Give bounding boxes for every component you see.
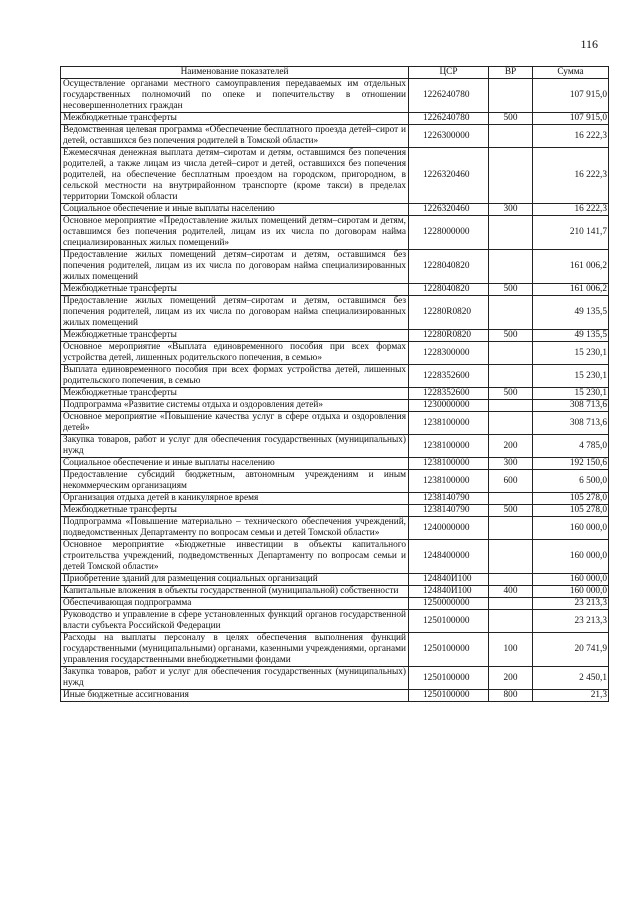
row-csr: 1226320460 bbox=[409, 204, 489, 216]
row-vr: 500 bbox=[489, 505, 533, 517]
row-vr bbox=[489, 250, 533, 284]
table-row bbox=[61, 296, 609, 330]
row-sum: 160 000,0 bbox=[533, 574, 609, 586]
row-csr: 1228040820 bbox=[409, 250, 489, 284]
row-name: Основное мероприятие «Предоставление жилых помещений детям–сиротам и детям, оставшимся без попечения родителей, лицам из их числа по договорам найма специализированных жилых помещений» bbox=[61, 216, 409, 250]
row-sum: 20 741,9 bbox=[533, 633, 609, 667]
row-vr bbox=[489, 365, 533, 388]
row-vr bbox=[489, 216, 533, 250]
table-row bbox=[61, 690, 609, 702]
row-name: Обеспечивающая подпрограмма bbox=[61, 598, 409, 610]
row-name: Руководство и управление в сфере установленных функций органов государственной власти субъекта Российской Федерации bbox=[61, 610, 409, 633]
row-csr: 12280R0820 bbox=[409, 296, 489, 330]
row-name: Предоставление жилых помещений детям–сиротам и детям, оставшимся без попечения родителей, лицам из их числа по договорам найма специализированных жилых помещений bbox=[61, 250, 409, 284]
row-sum: 105 278,0 bbox=[533, 505, 609, 517]
row-csr: 1226240780 bbox=[409, 113, 489, 125]
row-name: Ежемесячная денежная выплата детям–сиротам и детям, оставшимся без попечения родителей, а также лицам из числа детей–сирот и детей, оставшихся без попечения родителей, на обеспечение бесплатным проездом на городском, пригородном, в сельской местности на внутрирайонном транспорте (кроме такси) в пределах территории Томской области bbox=[61, 148, 409, 204]
row-csr: 1228352600 bbox=[409, 388, 489, 400]
row-csr: 1250100000 bbox=[409, 667, 489, 690]
row-name: Ведомственная целевая программа «Обеспечение бесплатного проезда детей–сирот и детей, оставшихся без попечения родителей в Томской области» bbox=[61, 125, 409, 148]
row-csr: 1238100000 bbox=[409, 435, 489, 458]
table-row bbox=[61, 400, 609, 412]
row-sum: 160 000,0 bbox=[533, 517, 609, 540]
row-vr: 600 bbox=[489, 470, 533, 493]
table-row bbox=[61, 330, 609, 342]
table-row bbox=[61, 493, 609, 505]
row-vr: 500 bbox=[489, 284, 533, 296]
table-row bbox=[61, 204, 609, 216]
table-row bbox=[61, 342, 609, 365]
row-csr: 1238100000 bbox=[409, 470, 489, 493]
row-name: Закупка товаров, работ и услуг для обеспечения государственных (муниципальных) нужд bbox=[61, 435, 409, 458]
table-row bbox=[61, 216, 609, 250]
row-csr: 1238140790 bbox=[409, 493, 489, 505]
row-sum: 15 230,1 bbox=[533, 365, 609, 388]
row-name: Приобретение зданий для размещения социальных организаций bbox=[61, 574, 409, 586]
table-row bbox=[61, 125, 609, 148]
row-csr: 1250100000 bbox=[409, 633, 489, 667]
row-vr bbox=[489, 148, 533, 204]
table-header-row bbox=[61, 67, 609, 79]
row-vr bbox=[489, 598, 533, 610]
row-sum: 16 222,3 bbox=[533, 204, 609, 216]
row-vr bbox=[489, 400, 533, 412]
row-csr: 12280R0820 bbox=[409, 330, 489, 342]
page-number: 116 bbox=[580, 37, 598, 51]
row-csr: 1248400000 bbox=[409, 540, 489, 574]
row-csr: 124840И100 bbox=[409, 574, 489, 586]
row-vr: 500 bbox=[489, 113, 533, 125]
row-sum: 15 230,1 bbox=[533, 342, 609, 365]
table-row bbox=[61, 586, 609, 598]
row-sum: 107 915,0 bbox=[533, 79, 609, 113]
row-csr: 1228352600 bbox=[409, 365, 489, 388]
row-sum: 16 222,3 bbox=[533, 125, 609, 148]
row-name: Социальное обеспечение и иные выплаты населению bbox=[61, 204, 409, 216]
row-sum: 21,3 bbox=[533, 690, 609, 702]
table-row bbox=[61, 470, 609, 493]
row-csr: 1238140790 bbox=[409, 505, 489, 517]
row-csr: 1230000000 bbox=[409, 400, 489, 412]
row-vr bbox=[489, 610, 533, 633]
row-name: Капитальные вложения в объекты государственной (муниципальной) собственности bbox=[61, 586, 409, 598]
budget-table bbox=[60, 66, 609, 702]
table-row bbox=[61, 113, 609, 125]
row-csr: 1240000000 bbox=[409, 517, 489, 540]
row-sum: 16 222,3 bbox=[533, 148, 609, 204]
row-name: Расходы на выплаты персоналу в целях обеспечения выполнения функций государственными (муниципальными) органами, казенными учреждениями, органами управления государственными внебюджетными фондами bbox=[61, 633, 409, 667]
row-csr: 124840И100 bbox=[409, 586, 489, 598]
header-vr: ВР bbox=[489, 67, 533, 79]
row-sum: 49 135,5 bbox=[533, 330, 609, 342]
table-row bbox=[61, 574, 609, 586]
table-row bbox=[61, 458, 609, 470]
row-vr: 100 bbox=[489, 633, 533, 667]
row-vr: 200 bbox=[489, 435, 533, 458]
row-sum: 160 000,0 bbox=[533, 586, 609, 598]
row-name: Межбюджетные трансферты bbox=[61, 284, 409, 296]
row-name: Межбюджетные трансферты bbox=[61, 388, 409, 400]
row-name: Основное мероприятие «Бюджетные инвестиции в объекты капитального строительства учреждений, подведомственных Департаменту по вопросам семьи и детей Томской области» bbox=[61, 540, 409, 574]
row-name: Предоставление жилых помещений детям–сиротам и детям, оставшимся без попечения родителей, лицам из их числа по договорам найма специализированных жилых помещений bbox=[61, 296, 409, 330]
row-sum: 4 785,0 bbox=[533, 435, 609, 458]
row-sum: 308 713,6 bbox=[533, 412, 609, 435]
row-sum: 107 915,0 bbox=[533, 113, 609, 125]
row-vr: 400 bbox=[489, 586, 533, 598]
row-name: Предоставление субсидий бюджетным, автономным учреждениям и иным некоммерческим организациям bbox=[61, 470, 409, 493]
row-csr: 1226300000 bbox=[409, 125, 489, 148]
row-name: Межбюджетные трансферты bbox=[61, 330, 409, 342]
table-row bbox=[61, 610, 609, 633]
table-body bbox=[61, 79, 609, 702]
table-row bbox=[61, 284, 609, 296]
table-row bbox=[61, 505, 609, 517]
table-row bbox=[61, 667, 609, 690]
row-sum: 160 000,0 bbox=[533, 540, 609, 574]
row-sum: 192 150,6 bbox=[533, 458, 609, 470]
row-name: Межбюджетные трансферты bbox=[61, 113, 409, 125]
row-vr bbox=[489, 79, 533, 113]
row-vr bbox=[489, 342, 533, 365]
row-vr bbox=[489, 574, 533, 586]
table-row bbox=[61, 435, 609, 458]
row-name: Иные бюджетные ассигнования bbox=[61, 690, 409, 702]
row-csr: 1228000000 bbox=[409, 216, 489, 250]
row-name: Основное мероприятие «Выплата единовременного пособия при всех формах устройства детей, лишенных родительского попечения, в семью» bbox=[61, 342, 409, 365]
row-name: Подпрограмма «Развитие системы отдыха и оздоровления детей» bbox=[61, 400, 409, 412]
table-row bbox=[61, 517, 609, 540]
row-csr: 1250000000 bbox=[409, 598, 489, 610]
row-vr bbox=[489, 493, 533, 505]
row-name: Организация отдыха детей в каникулярное время bbox=[61, 493, 409, 505]
table-row bbox=[61, 250, 609, 284]
row-name: Межбюджетные трансферты bbox=[61, 505, 409, 517]
row-sum: 161 006,2 bbox=[533, 284, 609, 296]
row-csr: 1226240780 bbox=[409, 79, 489, 113]
header-csr: ЦСР bbox=[409, 67, 489, 79]
table-row bbox=[61, 540, 609, 574]
row-csr: 1238100000 bbox=[409, 458, 489, 470]
header-name: Наименование показателей bbox=[61, 67, 409, 79]
table-row bbox=[61, 365, 609, 388]
row-sum: 210 141,7 bbox=[533, 216, 609, 250]
row-sum: 23 213,3 bbox=[533, 598, 609, 610]
row-vr: 500 bbox=[489, 388, 533, 400]
row-sum: 6 500,0 bbox=[533, 470, 609, 493]
row-name: Выплата единовременного пособия при всех формах устройства детей, лишенных родительского попечения, в семью bbox=[61, 365, 409, 388]
row-sum: 15 230,1 bbox=[533, 388, 609, 400]
row-vr bbox=[489, 125, 533, 148]
row-vr bbox=[489, 517, 533, 540]
table-row bbox=[61, 598, 609, 610]
row-csr: 1250100000 bbox=[409, 690, 489, 702]
row-vr: 300 bbox=[489, 458, 533, 470]
table-row bbox=[61, 79, 609, 113]
row-sum: 161 006,2 bbox=[533, 250, 609, 284]
row-vr: 200 bbox=[489, 667, 533, 690]
row-name: Осуществление органами местного самоуправления передаваемых им отдельных государственных полномочий по опеке и попечительству в отношении несовершеннолетних граждан bbox=[61, 79, 409, 113]
row-vr: 800 bbox=[489, 690, 533, 702]
row-vr bbox=[489, 412, 533, 435]
row-vr bbox=[489, 296, 533, 330]
row-csr: 1226320460 bbox=[409, 148, 489, 204]
row-vr: 500 bbox=[489, 330, 533, 342]
row-name: Подпрограмма «Повышение материально – технического обеспечения учреждений, подведомственных Департаменту по вопросам семьи и детей Томской области» bbox=[61, 517, 409, 540]
row-sum: 23 213,3 bbox=[533, 610, 609, 633]
row-name: Основное мероприятие «Повышение качества услуг в сфере отдыха и оздоровления детей» bbox=[61, 412, 409, 435]
row-sum: 49 135,5 bbox=[533, 296, 609, 330]
row-csr: 1238100000 bbox=[409, 412, 489, 435]
row-csr: 1250100000 bbox=[409, 610, 489, 633]
table-row bbox=[61, 148, 609, 204]
row-sum: 308 713,6 bbox=[533, 400, 609, 412]
row-vr: 300 bbox=[489, 204, 533, 216]
row-vr bbox=[489, 540, 533, 574]
row-name: Социальное обеспечение и иные выплаты населению bbox=[61, 458, 409, 470]
table-row bbox=[61, 633, 609, 667]
row-sum: 2 450,1 bbox=[533, 667, 609, 690]
row-name: Закупка товаров, работ и услуг для обеспечения государственных (муниципальных) нужд bbox=[61, 667, 409, 690]
table-row bbox=[61, 412, 609, 435]
table-row bbox=[61, 388, 609, 400]
row-csr: 1228300000 bbox=[409, 342, 489, 365]
row-csr: 1228040820 bbox=[409, 284, 489, 296]
header-sum: Сумма bbox=[533, 67, 609, 79]
row-sum: 105 278,0 bbox=[533, 493, 609, 505]
